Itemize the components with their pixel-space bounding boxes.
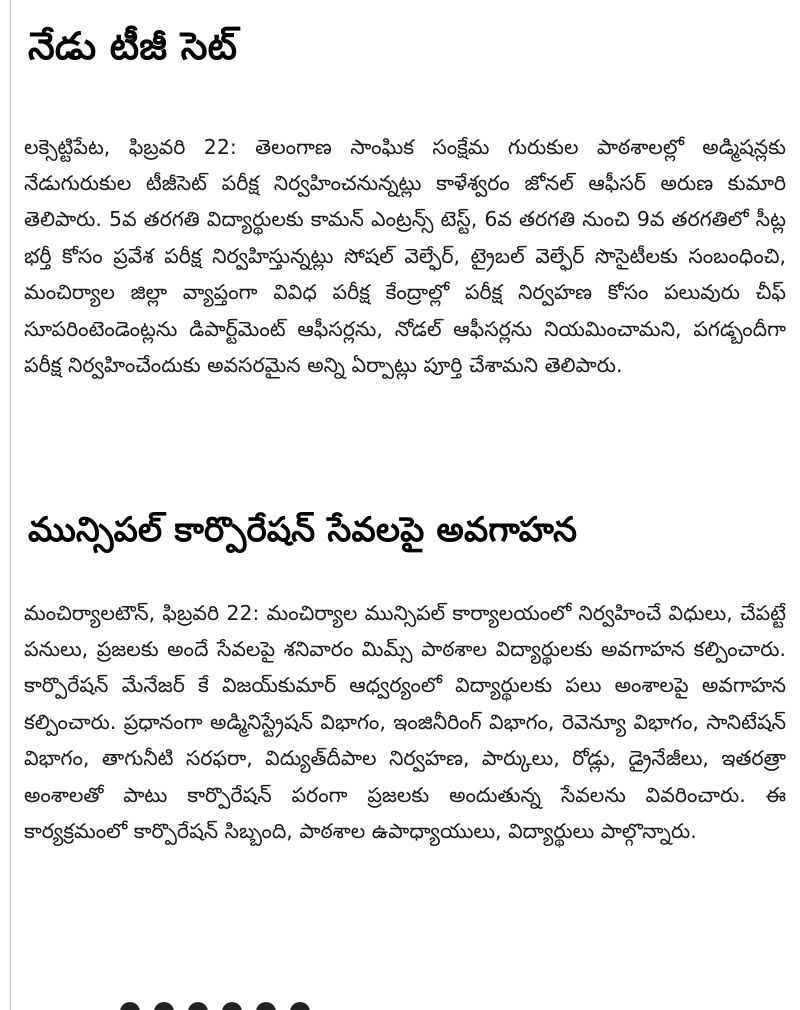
cropped-next-headline-edge [120,996,380,1010]
article-2-body: మంచిర్యాలటౌన్, ఫిబ్రవరి 22: మంచిర్యాల మున్సిపల్ కార్యాలయంలో నిర్వహించే విధులు, చేపట్టే పనులు, ప్రజలకు అందే సేవలపై శనివారం మిమ్స్ పాఠశాల విద్యార్థులకు అవగాహన కల్పించారు. కార్పొరేషన్ మేనేజర్ కే విజయ్‌కుమార్ ఆధ్వర్యంలో విద్యార్థులకు పలు అంశాలపై అవగాహన కల్పించారు. ప్రధానంగా అడ్మినిస్ట్రేషన్ విభాగం, ఇంజినీరింగ్ విభాగం, రెవెన్యూ విభాగం, సానిటేషన్ విభాగం, తాగునీటి సరఫరా, విద్యుత్‌దీపాల నిర్వహణ, పార్కులు, రోడ్లు, డ్రైనేజీలు, ఇతరత్రా అంశాలతో పాటు కార్పొరేషన్ పరంగా ప్రజలకు అందుతున్న సేవలను వివరించారు. ఈ కార్యక్రమంలో కార్పొరేషన్ సిబ్బంది, పాఠశాల ఉపాధ్యాయులు, విద్యార్థులు పాల్గొన్నారు. [24,600,786,843]
article-2-headline: మున్సిపల్ కార్పొరేషన్ సేవలపై అవగాహన [28,510,578,550]
column-divider-line [10,0,11,1010]
article-1-headline: నేడు టీజీ సెట్ [28,24,238,68]
article-1-body: లక్సెట్టిపేట, ఫిబ్రవరి 22: తెలంగాణ సాంఘిక సంక్షేమ గురుకుల పాఠశాలల్లో అడ్మిషన్లకు నేడుగురుకుల టీజీసెట్ పరీక్ష నిర్వహించనున్నట్లు కాళేశ్వరం జోనల్ ఆఫీసర్ అరుణ కుమారి తెలిపారు. 5వ తరగతి విద్యార్థులకు కామన్ ఎంట్రన్స్ టెస్ట్, 6వ తరగతి నుంచి 9వ తరగతిలో సీట్ల భర్తీ కోసం ప్రవేశ పరీక్ష నిర్వహిస్తున్నట్లు సోషల్ వెల్ఫేర్, ట్రైబల్ వెల్ఫేర్ సొసైటీలకు సంబంధించి, మంచిర్యాల జిల్లా వ్యాప్తంగా వివిధ పరీక్ష కేంద్రాల్లో పరీక్ష నిర్వహణ కోసం పలువురు చీఫ్ సూపరింటెండెంట్లను డిపార్ట్‌మెంట్ ఆఫీసర్లను, నోడల్ ఆఫీసర్లను నియమించామని, పగడ్బందీగా పరీక్ష నిర్వహించేందుకు అవసరమైన అన్ని ఏర్పాట్లు పూర్తి చేశామని తెలిపారు. [24,134,786,377]
